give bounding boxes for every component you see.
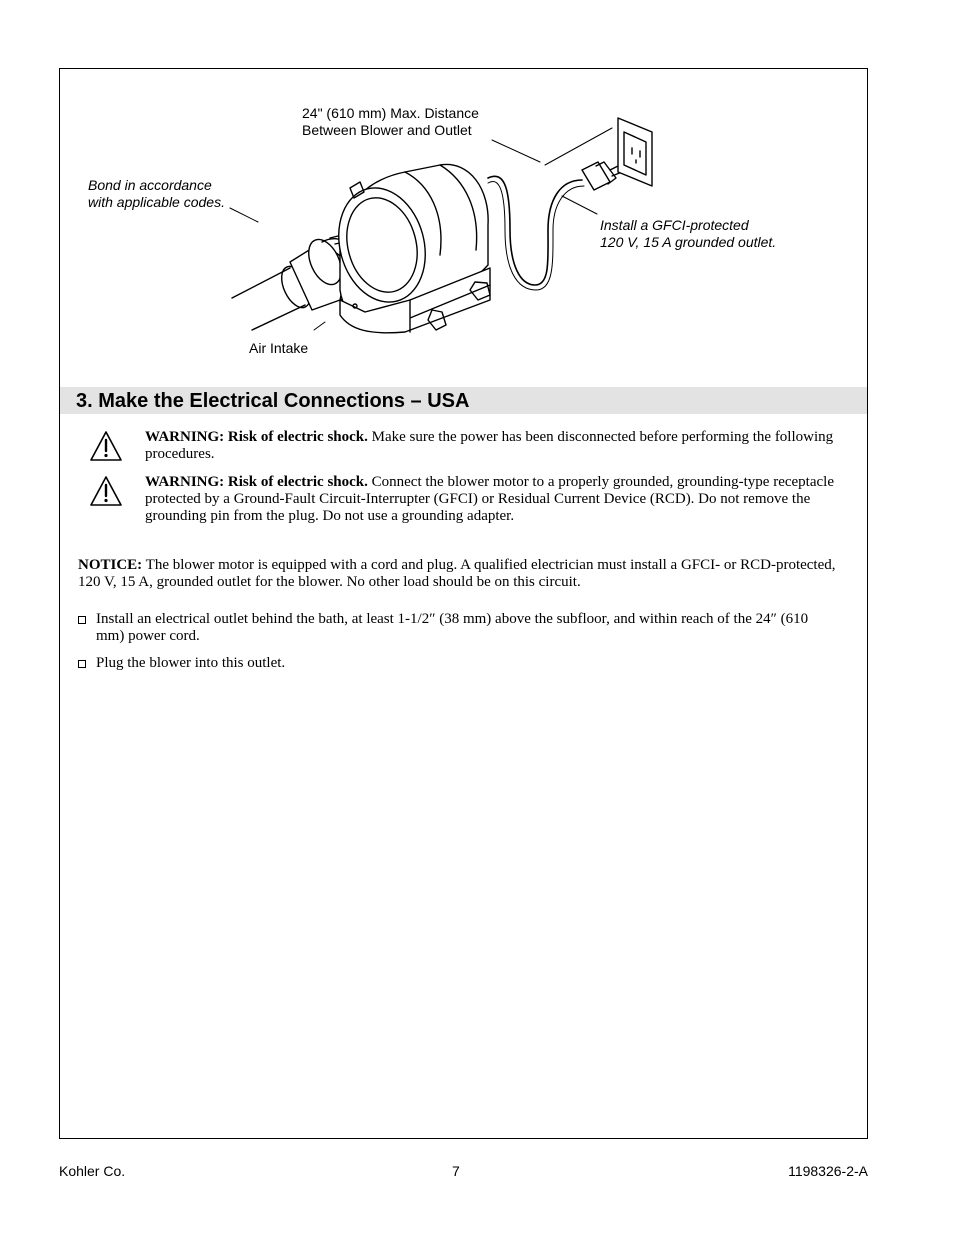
notice-text: The blower motor is equipped with a cord and plug. A qualified electrician must install a GFCI- or RCD-protected, 120 V, 15 A, grounded outlet for the blower. No other load should be on this circuit. — [78, 557, 836, 590]
checkbox-icon — [78, 660, 86, 668]
warning-triangle-icon — [89, 430, 123, 462]
gfci-label: Install a GFCI-protected 120 V, 15 A grounded outlet. — [600, 217, 777, 250]
notice-lead: NOTICE: — [78, 557, 143, 573]
footer-doc-number: 1198326-2-A — [788, 1163, 868, 1179]
notice — [78, 557, 838, 591]
bond-label: Bond in accordance with applicable codes. — [88, 177, 225, 210]
warning-2 — [145, 474, 855, 525]
footer-page-number: 7 — [452, 1163, 460, 1179]
footer-company: Kohler Co. — [59, 1163, 126, 1179]
warning-2-text: Connect the blower motor to a properly grounded, grounding-type receptacle protected by a Ground-Fault Circuit-Interrupter (GFCI) or Residual Current Device (RCD). Do not remove the grounding pin from the plug. Do not use a grounding adapter. — [145, 474, 834, 524]
intake-pipe — [232, 268, 305, 330]
warning-triangle-icon — [89, 475, 123, 507]
list-item — [78, 655, 838, 672]
warning-1-text: Make sure the power has been disconnected before performing the following procedures. — [145, 429, 834, 462]
section-title: 3. Make the Electrical Connections – USA — [76, 390, 470, 412]
air-intake-label: Air Intake — [249, 340, 309, 356]
warning-1 — [145, 429, 855, 463]
wall-outlet — [618, 118, 652, 186]
step-1-text: Install an electrical outlet behind the bath, at least 1-1/2″ (38 mm) above the subfloor, and within reach of the 24″ (610 mm) power cord. — [96, 611, 809, 644]
checkbox-icon — [78, 616, 86, 624]
distance-label: 24" (610 mm) Max. Distance Between Blower and Outlet — [302, 105, 479, 138]
warning-1-lead: WARNING: Risk of electric shock. — [145, 429, 368, 445]
warning-2-lead: WARNING: Risk of electric shock. — [145, 474, 368, 490]
step-2-text: Plug the blower into this outlet. — [96, 655, 286, 671]
list-item — [78, 611, 838, 645]
